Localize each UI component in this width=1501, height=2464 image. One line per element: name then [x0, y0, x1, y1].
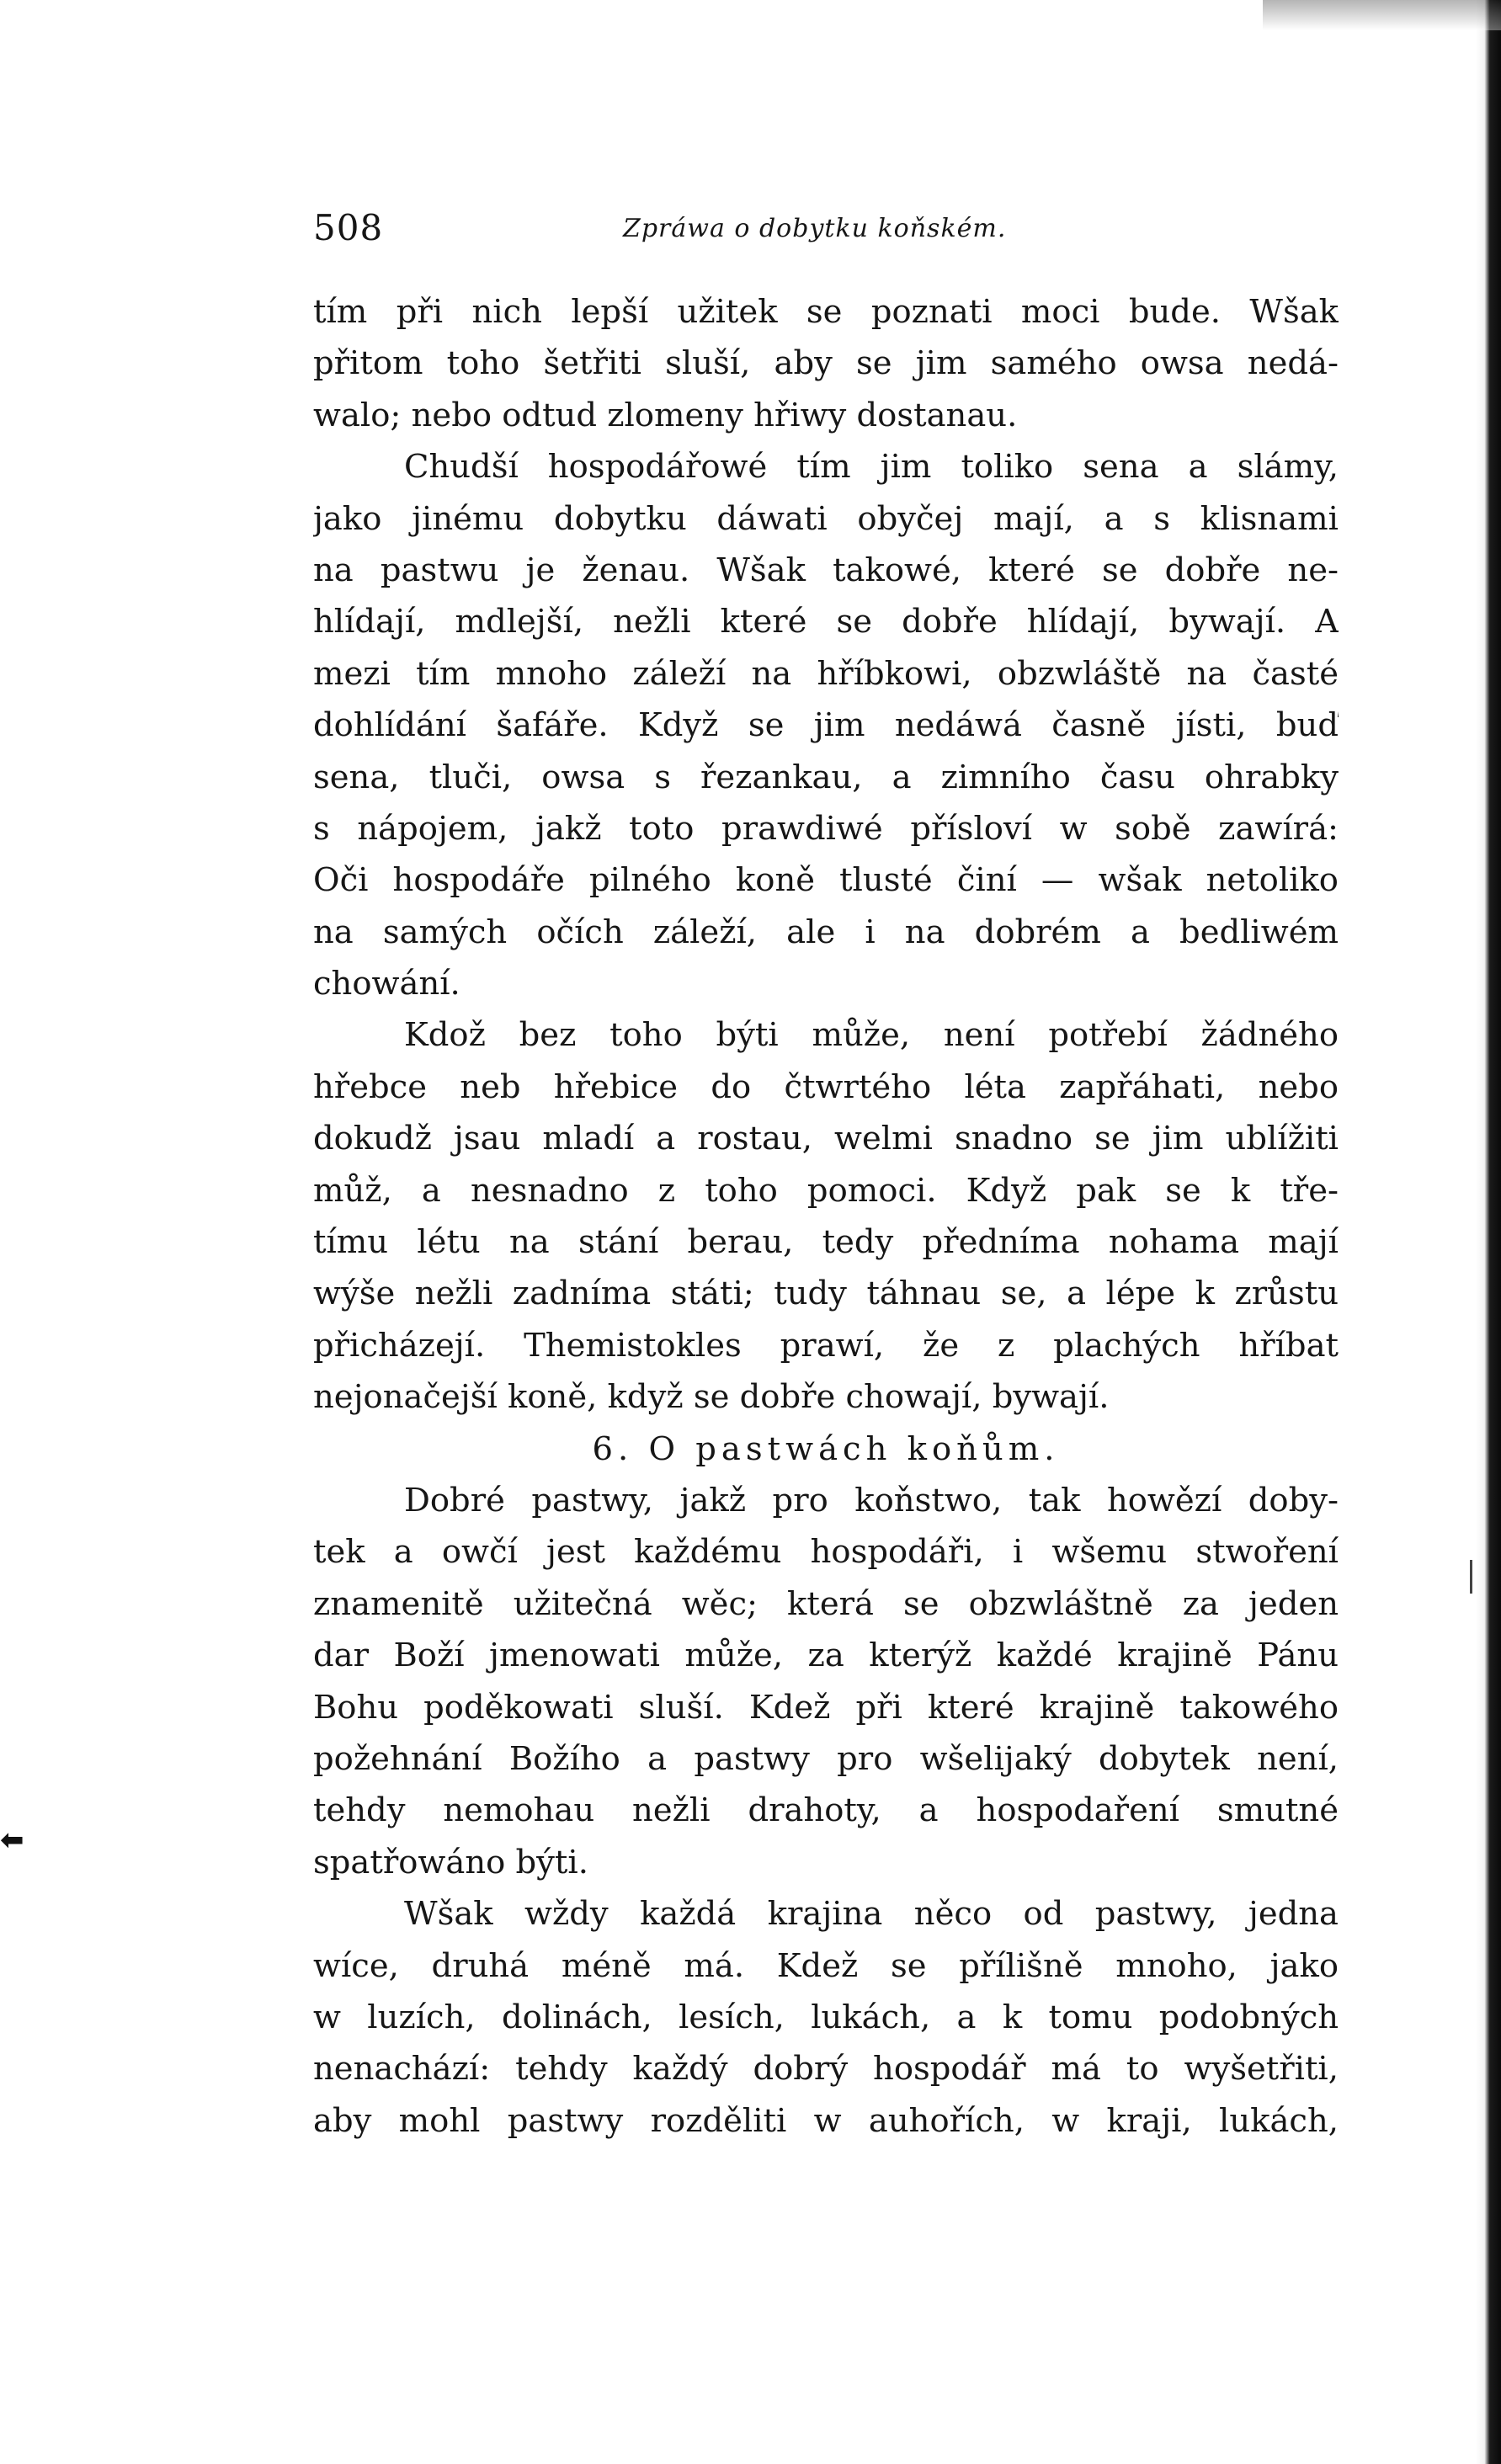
text-line: walo; nebo odtud zlomeny hřiwy dostanau.	[313, 396, 1018, 434]
text-line: s nápojem, jakž toto prawdiwé přísloví w sobě zawírá:	[313, 809, 1339, 848]
scan-border-right	[1476, 0, 1501, 2464]
text-line: spatřowáno býti.	[313, 1843, 588, 1881]
text-line: wíce, druhá méně má. Kdež se přílišně mnoho, jako	[313, 1946, 1339, 1985]
text-line: hřebce neb hřebice do čtwrtého léta zapřáhati, nebo	[313, 1067, 1339, 1106]
text-line: aby mohl pastwy rozděliti w auhořích, w kraji, lukách,	[313, 2101, 1339, 2140]
text-line: Kdož bez toho býti může, není potřebí žádného	[404, 1016, 1339, 1055]
text-line: Bohu poděkowati sluší. Kdež při které krajině takowého	[313, 1688, 1339, 1727]
text-line: Wšak wždy každá krajina něco od pastwy, jedna	[404, 1895, 1339, 1934]
text-line: přicházejí. Themistokles prawí, že z plachých hříbat	[313, 1326, 1339, 1365]
text-line: tek a owčí jest každému hospodáři, i wšemu stwoření	[313, 1533, 1339, 1572]
text-line: dokudž jsau mladí a rostau, welmi snadno se jim ublížiti	[313, 1120, 1339, 1158]
text-line: Chudší hospodářowé tím jim toliko sena a slámy,	[404, 448, 1339, 487]
text-line: přitom toho šetřiti sluší, aby se jim samého owsa nedá-	[313, 344, 1339, 383]
section-heading: 6. O pastwách koňům.	[592, 1429, 1060, 1468]
page-number: 508	[313, 207, 384, 248]
text-line: tím při nich lepší užitek se poznati moci bude. Wšak	[313, 293, 1339, 331]
text-line: nenachází: tehdy každý dobrý hospodář má to wyšetřiti,	[313, 2050, 1339, 2089]
text-line: na samých očích záleží, ale i na dobrém a bedliwém	[313, 913, 1339, 951]
text-line: tehdy nemohau nežli drahoty, a hospodaření smutné	[313, 1791, 1339, 1830]
text-line: mezi tím mnoho záleží na hříbkowi, obzwláště na časté	[313, 654, 1339, 693]
text-line: znamenitě užitečná wěc; která se obzwláštně za jeden	[313, 1584, 1339, 1623]
text-line: Oči hospodáře pilného koně tlusté činí — wšak netoliko	[313, 861, 1339, 900]
running-title: Zpráwa o dobytku koňském.	[623, 214, 1007, 243]
margin-pencil-mark	[1470, 1560, 1484, 1594]
text-line: Dobré pastwy, jakž pro koňstwo, tak howězí doby-	[404, 1481, 1339, 1519]
text-line: dohlídání šafáře. Když se jim nedáwá časně jísti, buď	[313, 706, 1339, 745]
text-line: chowání.	[313, 965, 460, 1003]
page-body	[313, 286, 1339, 2147]
text-line: tímu létu na stání berau, tedy předníma nohama mají	[313, 1223, 1339, 1262]
text-line: můž, a nesnadno z toho pomoci. Když pak se k tře-	[313, 1171, 1339, 1210]
scan-border-top	[1263, 0, 1501, 30]
text-line: sena, tluči, owsa s řezankau, a zimního času ohrabky	[313, 758, 1339, 796]
text-line: požehnání Božího a pastwy pro wšelijaký dobytek není,	[313, 1739, 1339, 1778]
text-line: nejonačejší koně, když se dobře chowají, bywají.	[313, 1378, 1110, 1417]
text-line: w luzích, dolinách, lesích, lukách, a k tomu podobných	[313, 1998, 1339, 2036]
text-line: na pastwu je ženau. Wšak takowé, které se dobře ne-	[313, 551, 1339, 589]
margin-arrow-mark: ⬅	[0, 1823, 24, 1857]
text-line: hlídají, mdlejší, nežli které se dobře hlídají, bywají. A	[313, 603, 1339, 641]
text-line: dar Boží jmenowati může, za kterýž každé krajině Pánu	[313, 1636, 1339, 1675]
text-line: wýše nežli zadníma státi; tudy táhnau se, a lépe k zrůstu	[313, 1275, 1339, 1313]
text-line: jako jinému dobytku dáwati obyčej mají, a s klisnami	[313, 499, 1339, 538]
